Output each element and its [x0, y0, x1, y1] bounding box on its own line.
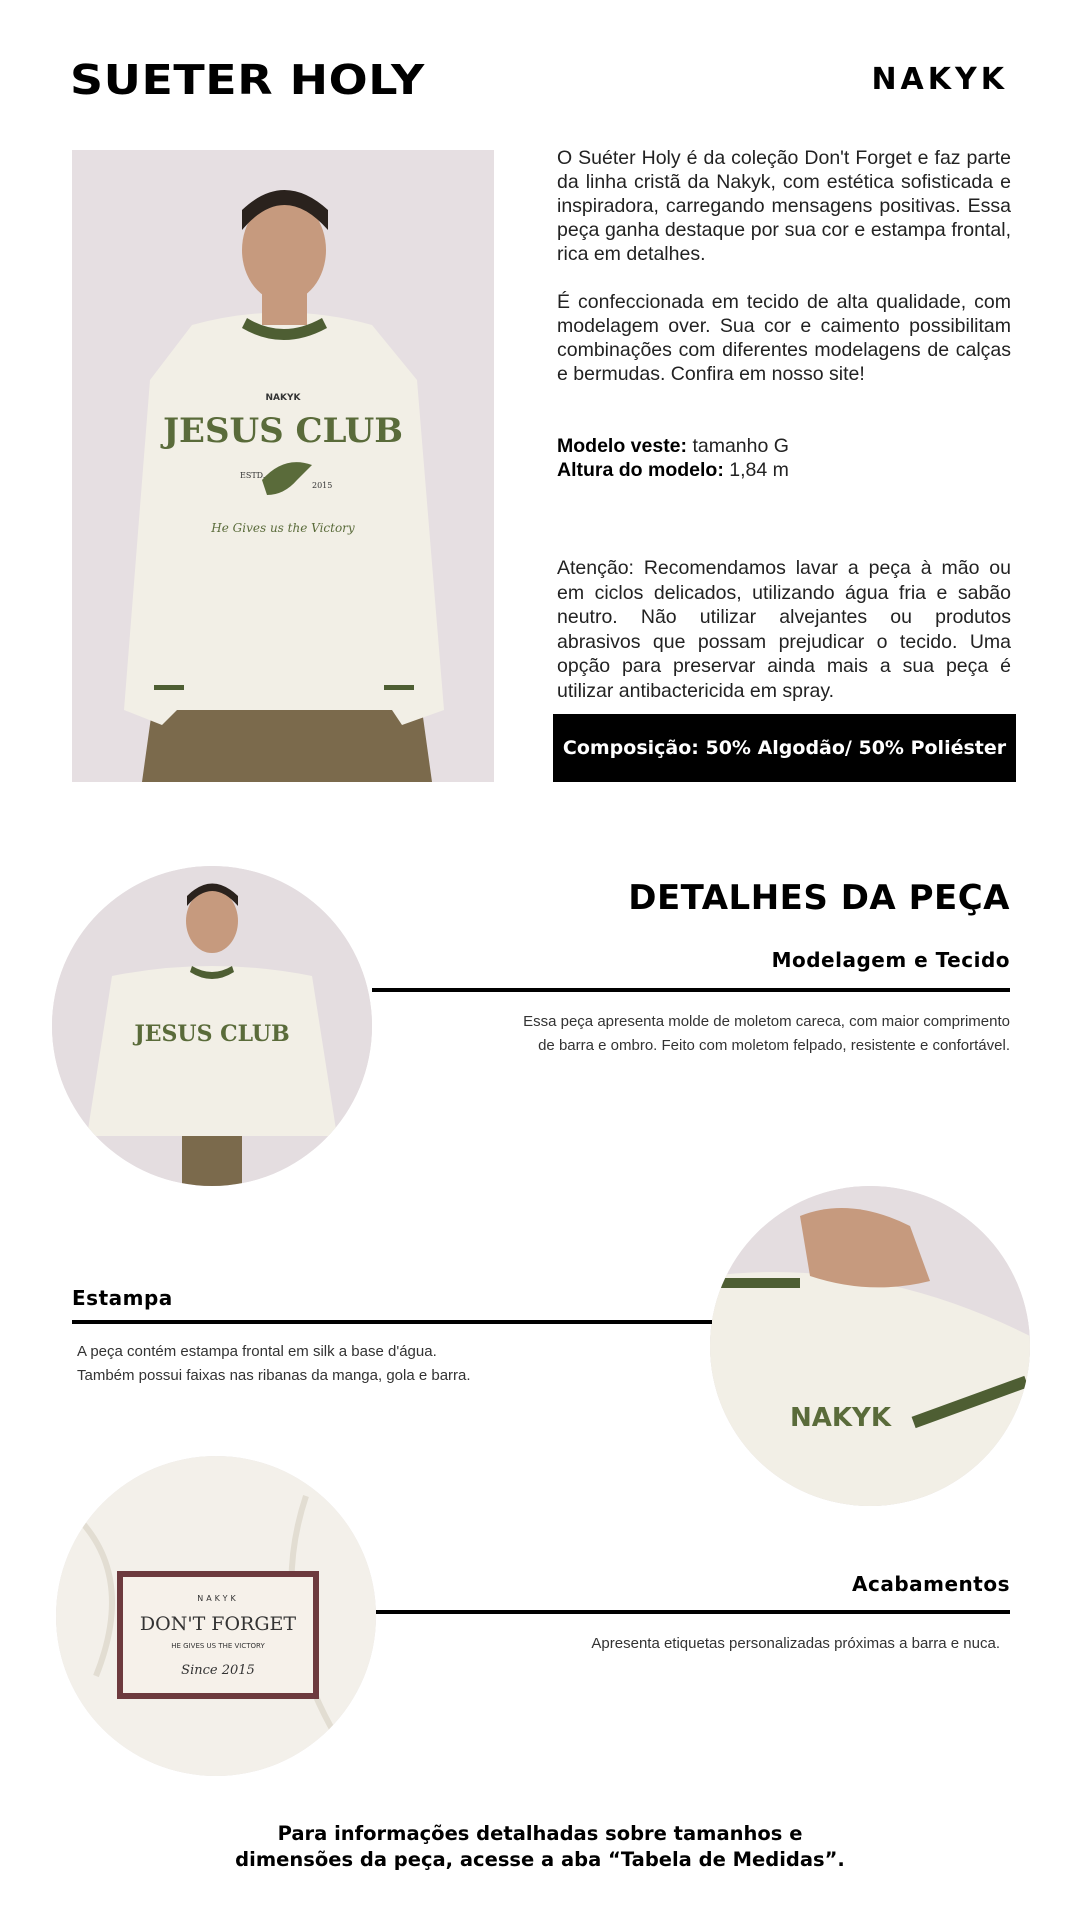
footer-line-2: dimensões da peça, acesse a aba “Tabela de Medidas”. [235, 1848, 845, 1871]
model-height-value: 1,84 m [729, 459, 789, 481]
details-title: DETALHES DA PEÇA [628, 878, 1010, 918]
section-divider [372, 988, 1010, 992]
section-text-line: Essa peça apresenta molde de moletom careca, com maior comprimento [523, 1013, 1010, 1030]
print-script: He Gives us the Victory [211, 521, 355, 535]
brand-logo: NAKYK [871, 62, 1008, 97]
model-size-label: Modelo veste: [557, 435, 688, 457]
section-divider [72, 1320, 712, 1324]
section-text-line: de barra e ombro. Feito com moletom felpado, resistente e confortável. [538, 1037, 1010, 1054]
care-instructions: Atenção: Recomendamos lavar a peça à mão ou em ciclos delicados, utilizando água fria e sabão neutro. Não utilizar alvejantes ou produtos abrasivos que possam prejudicar o tecido. Uma opção para preservar ainda mais a sua peça é utilizar antibactericida em spray. [557, 557, 1011, 702]
section-title-print: Estampa [72, 1286, 173, 1310]
section-title-finish: Acabamentos [852, 1572, 1010, 1596]
detail-print-brand: NAKYK [790, 1403, 892, 1433]
model-height-label: Altura do modelo: [557, 459, 724, 481]
detail-photo-fit [52, 866, 372, 1186]
print-estd: ESTD. [240, 471, 266, 480]
model-size-value: tamanho G [692, 435, 789, 457]
footer-note [0, 1821, 1080, 1873]
detail-photo-label [56, 1456, 376, 1776]
product-photo [72, 150, 494, 782]
detail-print-headline: JESUS CLUB [134, 1021, 290, 1047]
model-specs [557, 434, 789, 482]
section-text-line: Também possui faixas nas ribanas da manga, gola e barra. [77, 1367, 471, 1384]
section-text-fit [450, 1010, 1010, 1058]
product-description [557, 146, 1011, 410]
section-text-line: Apresenta etiquetas personalizadas próximas a barra e nuca. [591, 1635, 1000, 1652]
print-brand: NAKYK [265, 393, 301, 403]
section-text-line: A peça contém estampa frontal em silk a base d'água. [77, 1343, 437, 1360]
description-paragraph-1: O Suéter Holy é da coleção Don't Forget e faz parte da linha cristã da Nakyk, com estética sofisticada e inspiradora, carregando mensagens positivas. Essa peça ganha destaque por sua cor e estampa frontal, rica em detalhes. [557, 147, 1011, 265]
section-text-finish [440, 1632, 1000, 1656]
tag-subtitle: HE GIVES US THE VICTORY [171, 1642, 265, 1650]
description-paragraph-2: É confeccionada em tecido de alta qualidade, com modelagem over. Sua cor e caimento possibilitam combinações com diferentes modelagens de calças e bermudas. Confira em nosso site! [557, 291, 1011, 385]
tag-brand: NAKYK [197, 1594, 239, 1603]
section-text-print [77, 1340, 637, 1388]
composition-banner: Composição: 50% Algodão/ 50% Poliéster [553, 714, 1016, 782]
print-year: 2015 [312, 481, 333, 490]
tag-since: Since 2015 [181, 1663, 255, 1678]
section-divider [376, 1610, 1010, 1614]
product-illustration [72, 150, 494, 782]
footer-line-1: Para informações detalhadas sobre tamanhos e [277, 1822, 803, 1845]
section-title-fit: Modelagem e Tecido [771, 948, 1010, 972]
print-headline: JESUS CLUB [162, 411, 404, 451]
tag-title: DON'T FORGET [139, 1613, 297, 1635]
page-title: SUETER HOLY [70, 56, 425, 104]
detail-photo-print [710, 1186, 1030, 1506]
